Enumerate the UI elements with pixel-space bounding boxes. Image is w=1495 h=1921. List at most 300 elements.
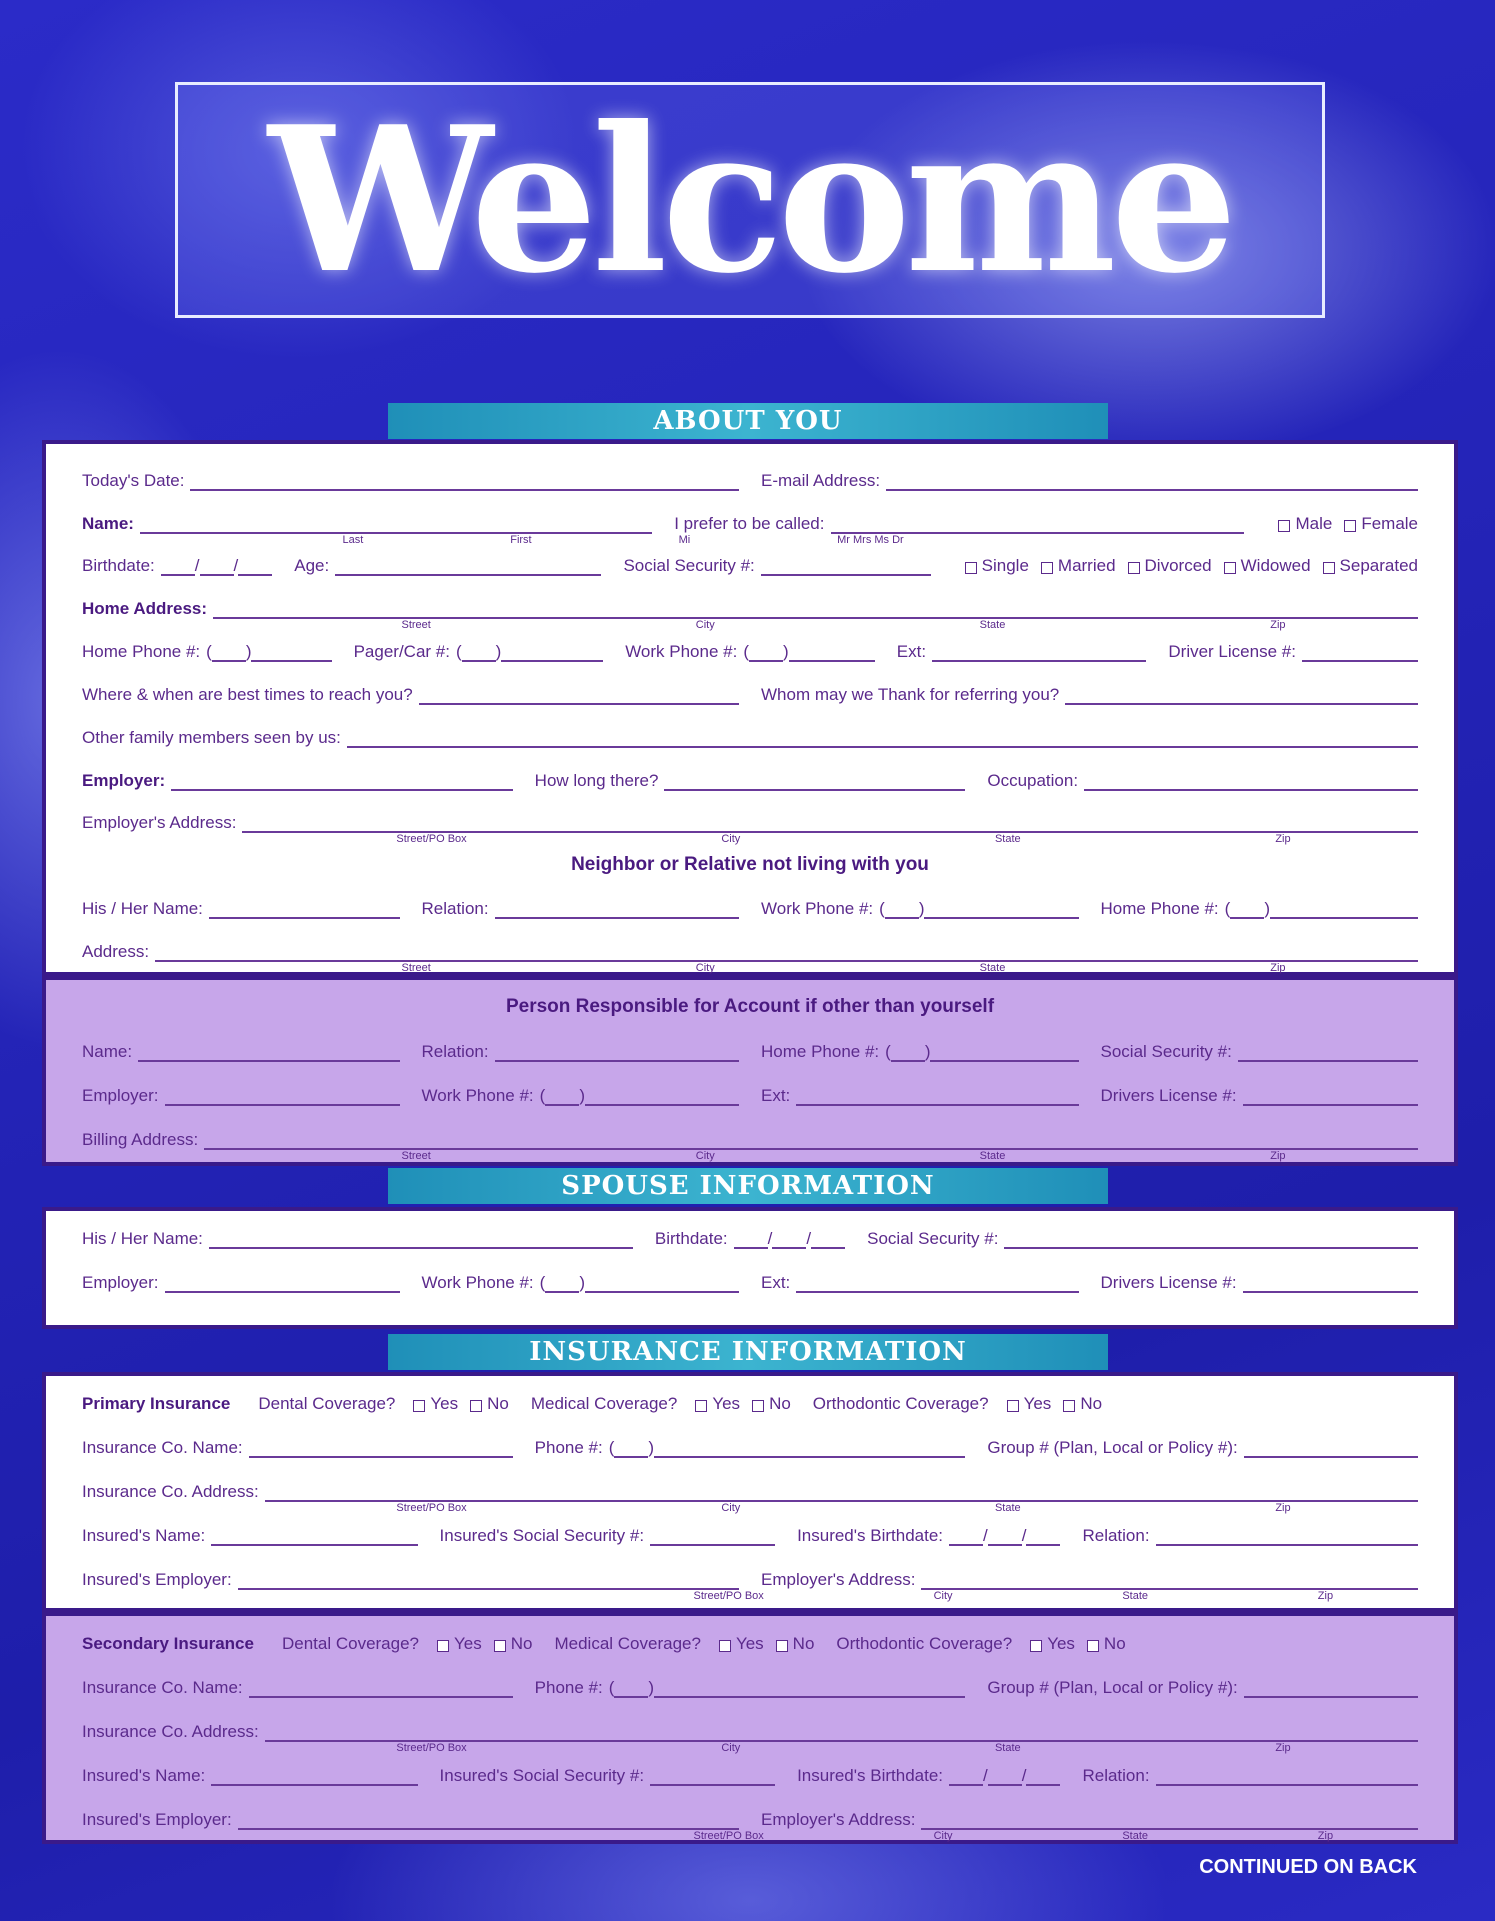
option-label-yes: Yes <box>454 1634 482 1653</box>
field-label: Whom may we Thank for referring you? <box>761 684 1060 704</box>
field-label: Employer: <box>82 1086 159 1105</box>
form-row <box>82 758 1418 801</box>
home-address-field <box>82 599 1418 619</box>
form-row <box>82 1028 1418 1072</box>
secondary-insurance-field <box>82 1634 260 1654</box>
checkbox-yes[interactable] <box>719 1640 731 1652</box>
area-code-input[interactable] <box>545 1275 579 1293</box>
field-label: Relation: <box>1082 1766 1150 1785</box>
insurance-co-address-field <box>82 1482 1418 1502</box>
field-label: I prefer to be called: <box>674 513 825 533</box>
date-slash: / <box>194 556 200 576</box>
home-phone-field <box>82 642 332 662</box>
field-label: Ext: <box>761 1273 791 1292</box>
home-address-input[interactable] <box>213 601 1418 619</box>
option-label-yes: Yes <box>1023 1394 1052 1413</box>
phone-number-input[interactable] <box>585 1275 739 1293</box>
form-row <box>82 1708 1418 1752</box>
where-when-are-best-times-to-reach-you-field <box>82 685 739 705</box>
year-input[interactable] <box>811 1231 845 1249</box>
medical-coverage-field <box>531 1394 791 1414</box>
area-code-input[interactable] <box>1230 901 1264 919</box>
field-label: Where & when are best times to reach you? <box>82 684 413 704</box>
checkbox-single[interactable] <box>965 562 977 574</box>
field-label: Other family members seen by us: <box>82 727 341 747</box>
form-row <box>82 1752 1418 1796</box>
insurance-co-address-input[interactable] <box>265 1724 1418 1742</box>
field-label: Insured's Birthdate: <box>797 1526 943 1545</box>
field-label: Dental Coverage? <box>258 1394 396 1413</box>
whom-may-we-thank-for-referring-you-field <box>761 685 1418 705</box>
relation-field <box>1082 1766 1418 1786</box>
relation-input[interactable] <box>495 901 739 919</box>
group-plan-local-or-policy-input[interactable] <box>1244 1680 1418 1698</box>
insurance-co-name-input[interactable] <box>249 1680 513 1698</box>
insured-s-employer-input[interactable] <box>238 1572 739 1590</box>
form-row <box>82 629 1418 672</box>
other-family-members-seen-by-us-input[interactable] <box>347 730 1418 748</box>
date-slash: / <box>233 556 239 576</box>
whom-may-we-thank-for-referring-you-input[interactable] <box>1065 687 1418 705</box>
option-label-yes: Yes <box>1047 1634 1075 1653</box>
relation-input[interactable] <box>1156 1768 1418 1786</box>
form-row <box>82 929 1418 972</box>
date-slash: / <box>1021 1766 1027 1785</box>
work-phone-field <box>761 899 1079 919</box>
options-field <box>1266 514 1418 534</box>
area-code-input[interactable] <box>891 1044 925 1062</box>
field-label: Group # (Plan, Local or Policy #): <box>987 1438 1238 1457</box>
section-header-insurance-information: INSURANCE INFORMATION <box>388 1334 1108 1370</box>
field-label: Relation: <box>1082 1526 1150 1545</box>
insured-s-employer-field <box>82 1810 739 1830</box>
option-label-yes: Yes <box>430 1394 459 1413</box>
field-label: Home Phone #: <box>82 642 201 662</box>
relation-field <box>422 1042 740 1062</box>
checkbox-female[interactable] <box>1344 520 1356 532</box>
field-label: Insured's Birthdate: <box>797 1766 943 1785</box>
field-label: Ext: <box>896 642 927 662</box>
insured-s-social-security-field <box>440 1766 776 1786</box>
field-label: His / Her Name: <box>82 1229 203 1248</box>
paren-open: ( <box>885 1042 891 1061</box>
field-label: Insured's Name: <box>82 1526 206 1545</box>
work-phone-field <box>422 1273 740 1293</box>
phone-number-input[interactable] <box>585 1088 739 1106</box>
field-label: Home Address: <box>82 599 208 619</box>
phone-number-input[interactable] <box>1270 901 1418 919</box>
field-label: Medical Coverage? <box>554 1634 701 1653</box>
day-input[interactable] <box>988 1768 1022 1786</box>
date-slash: / <box>767 1229 773 1248</box>
today-s-date-input[interactable] <box>190 473 739 491</box>
form-row <box>82 1512 1418 1556</box>
option-label-female: Female <box>1361 513 1419 533</box>
field-label: Phone #: <box>534 1438 603 1457</box>
employer-s-address-input[interactable] <box>242 815 1418 833</box>
field-label: Today's Date: <box>82 470 185 490</box>
paren-open: ( <box>455 642 462 662</box>
paren-close: ) <box>924 1042 931 1061</box>
driver-license-input[interactable] <box>1302 644 1418 662</box>
form-row <box>82 1116 1418 1160</box>
e-mail-address-field <box>761 471 1418 491</box>
insured-s-name-input[interactable] <box>211 1528 417 1546</box>
phone-number-input[interactable] <box>654 1680 965 1698</box>
group-plan-local-or-policy-field <box>987 1438 1418 1458</box>
form-panel <box>42 1207 1458 1329</box>
form-row <box>82 1664 1418 1708</box>
checkbox-yes[interactable] <box>1007 1400 1019 1412</box>
field-label: Pager/Car #: <box>353 642 450 662</box>
area-code-input[interactable] <box>545 1088 579 1106</box>
form-panel: Secondary Insurance Dental Coverage? Yes No Medical Coverage? Yes No Orthodontic Coverage? Yes No Insurance Co. Name: Phone #: ( ) Group # (Plan, Local or Policy #): Insurance Co. Address: Street/PO Box City State Zip Insured's Name: Insured's Social Security #: Insured's Birthdate: / / Relation: Insured's Employer: Employer's Address: Street/PO Box City State Zip <box>42 1612 1458 1844</box>
relation-input[interactable] <box>1156 1528 1418 1546</box>
insurance-co-address-input[interactable] <box>265 1484 1418 1502</box>
checkbox-divorced[interactable] <box>1128 562 1140 574</box>
form-panel: Primary Insurance Dental Coverage? Yes No Medical Coverage? Yes No Orthodontic Coverage? Yes No Insurance Co. Name: Phone #: ( ) Group # (Plan, Local or Policy #): Insurance Co. Address: Street/PO Box City State Zip Insured's Name: Insured's Social Security #: Insured's Birthdate: / / Relation: Insured's Employer: Employer's Address: Street/PO Box City State Zip <box>42 1372 1458 1612</box>
form-row <box>82 1424 1418 1468</box>
option-label-yes: Yes <box>712 1394 741 1413</box>
social-security-input[interactable] <box>1238 1044 1418 1062</box>
field-label: Insured's Employer: <box>82 1570 232 1589</box>
field-label: Drivers License #: <box>1100 1273 1237 1292</box>
month-input[interactable] <box>949 1768 983 1786</box>
field-label: Insurance Co. Name: <box>82 1438 243 1457</box>
day-input[interactable] <box>988 1528 1022 1546</box>
form-row <box>82 715 1418 758</box>
option-label-divorced: Divorced <box>1144 556 1212 576</box>
drivers-license-field <box>1101 1273 1419 1293</box>
employer-field <box>82 1273 400 1293</box>
month-input[interactable] <box>949 1528 983 1546</box>
form-row <box>82 501 1418 544</box>
field-label: Name: <box>82 513 134 533</box>
field-label: Employer: <box>82 770 166 790</box>
option-label-no: No <box>1103 1634 1126 1653</box>
paren-close: ) <box>579 1086 585 1105</box>
address-field <box>82 942 1418 962</box>
continued-on-back: CONTINUED ON BACK <box>1199 1856 1417 1878</box>
social-security-input[interactable] <box>761 558 931 576</box>
insured-s-employer-input[interactable] <box>238 1812 739 1830</box>
option-label-no: No <box>769 1394 791 1413</box>
home-phone-field <box>1101 899 1419 919</box>
medical-coverage-field <box>554 1634 814 1654</box>
option-label-no: No <box>792 1634 815 1653</box>
form-row <box>82 886 1418 929</box>
insurance-co-name-field <box>82 1678 513 1698</box>
paren-open: ( <box>879 899 885 919</box>
field-label: Orthodontic Coverage? <box>836 1634 1013 1653</box>
checkbox-yes[interactable] <box>695 1400 707 1412</box>
phone-number-input[interactable] <box>930 1044 1078 1062</box>
subsection-heading: Person Responsible for Account if other than yourself <box>505 996 995 1017</box>
drivers-license-field <box>1101 1086 1419 1106</box>
field-label: Insurance Co. Address: <box>82 1722 259 1741</box>
date-slash: / <box>806 1229 812 1248</box>
paren-close: ) <box>245 642 252 662</box>
paren-open: ( <box>1224 899 1231 919</box>
field-label: Work Phone #: <box>761 899 874 919</box>
pager-car-field <box>354 642 604 662</box>
insured-s-name-field <box>82 1526 418 1546</box>
section-header-about-you: ABOUT YOU <box>388 403 1108 439</box>
social-security-field <box>867 1229 1418 1249</box>
insured-s-social-security-input[interactable] <box>650 1768 775 1786</box>
ext-field <box>761 1273 1079 1293</box>
checkbox-no[interactable] <box>1063 1400 1075 1412</box>
field-label: Primary Insurance <box>82 1394 231 1413</box>
relation-input[interactable] <box>495 1044 739 1062</box>
insured-s-birthdate-field <box>797 1766 1060 1786</box>
checkbox-yes[interactable] <box>437 1640 449 1652</box>
area-code-input[interactable] <box>885 901 919 919</box>
birthdate-field <box>82 556 272 576</box>
field-label: Insured's Social Security #: <box>439 1526 645 1545</box>
form-row <box>82 1215 1418 1259</box>
option-label-separated: Separated <box>1339 556 1418 576</box>
field-label: His / Her Name: <box>82 899 203 919</box>
age-field <box>294 556 601 576</box>
occupation-input[interactable] <box>1084 773 1418 791</box>
field-label: Employer: <box>82 1273 159 1292</box>
paren-close: ) <box>783 642 789 662</box>
welcome-title: Welcome <box>268 82 1232 318</box>
option-label-no: No <box>510 1634 533 1653</box>
checkbox-separated[interactable] <box>1323 562 1335 574</box>
employer-s-address-input[interactable] <box>921 1572 1418 1590</box>
ext-input[interactable] <box>796 1275 1078 1293</box>
checkbox-yes[interactable] <box>413 1400 425 1412</box>
insurance-co-address-field <box>82 1722 1418 1742</box>
insured-s-social-security-field <box>440 1526 776 1546</box>
social-security-field <box>623 556 930 576</box>
paren-close: ) <box>579 1273 585 1292</box>
field-label: Insured's Name: <box>82 1766 206 1785</box>
checkbox-male[interactable] <box>1278 520 1290 532</box>
phone-number-input[interactable] <box>789 644 875 662</box>
field-label: Age: <box>294 556 330 576</box>
primary-insurance-field <box>82 1394 236 1414</box>
year-input[interactable] <box>1026 1768 1060 1786</box>
checkbox-no[interactable] <box>752 1400 764 1412</box>
relation-field <box>1082 1526 1418 1546</box>
employer-field <box>82 771 513 791</box>
field-label: Birthdate: <box>82 556 155 576</box>
form-row <box>82 458 1418 501</box>
form-panel: Person Responsible for Account if other than yourself Name: Relation: Home Phone #: ( ) Social Security #: Employer: Work Phone #: ( ) Ext: Drivers License #: Billing Address: Street City State Zip <box>42 976 1458 1166</box>
employer-input[interactable] <box>171 773 513 791</box>
insurance-co-name-input[interactable] <box>249 1440 513 1458</box>
form-panel: Today's Date: E-mail Address: Name: I prefer to be called: Male Female Last First Mi Mr Mrs Ms Dr Birthdate: / / Age: Social Security #: Single Married Divorced Widowed Separated Home Address: Street City State Zip Home Phone #: ( ) Pager/Car #: ( ) Work Phone #: ( ) Ext: Driver License #: Where & when are best times to reach you? Whom may we Thank for referring you? Other family members seen by us: Employer: How long there? Occupation: Employer's Address: Street/PO Box City State Zip Neighbor or Relative not living with you His / Her Name: Relation: Work Phone #: ( ) Home Phone #: ( ) Address: Street City State Zip <box>42 440 1458 976</box>
his-her-name-field <box>82 1229 633 1249</box>
field-label: Insured's Employer: <box>82 1810 232 1829</box>
field-label: Social Security #: <box>867 1229 999 1248</box>
form-row <box>82 1620 1418 1664</box>
orthodontic-coverage-field <box>813 1394 1102 1414</box>
field-label: Billing Address: <box>82 1130 199 1149</box>
paren-close: ) <box>918 899 925 919</box>
ext-field <box>897 642 1147 662</box>
work-phone-field <box>625 642 875 662</box>
form-row <box>82 586 1418 629</box>
employer-field <box>82 1086 400 1106</box>
month-input[interactable] <box>734 1231 768 1249</box>
social-security-field <box>1101 1042 1419 1062</box>
phone-number-input[interactable] <box>251 644 331 662</box>
field-label: Orthodontic Coverage? <box>812 1394 989 1413</box>
checkbox-no[interactable] <box>470 1400 482 1412</box>
drivers-license-input[interactable] <box>1243 1275 1418 1293</box>
phone-number-input[interactable] <box>501 644 603 662</box>
checkbox-widowed[interactable] <box>1224 562 1236 574</box>
paren-close: ) <box>495 642 502 662</box>
paren-close: ) <box>648 1678 655 1697</box>
paren-close: ) <box>1264 899 1270 919</box>
driver-license-field <box>1168 642 1418 662</box>
today-s-date-field <box>82 471 739 491</box>
drivers-license-input[interactable] <box>1243 1088 1418 1106</box>
insurance-co-name-field <box>82 1438 513 1458</box>
insured-s-employer-field <box>82 1570 739 1590</box>
phone-number-input[interactable] <box>924 901 1078 919</box>
field-label: Drivers License #: <box>1100 1086 1237 1105</box>
his-her-name-input[interactable] <box>209 901 400 919</box>
other-family-members-seen-by-us-field <box>82 728 1418 748</box>
year-input[interactable] <box>1026 1528 1060 1546</box>
form-row <box>82 1259 1418 1303</box>
form-row <box>82 801 1418 844</box>
field-label: Address: <box>82 941 150 961</box>
home-phone-field <box>761 1042 1079 1062</box>
name-input[interactable] <box>140 516 652 534</box>
option-label-male: Male <box>1295 513 1333 533</box>
checkbox-no[interactable] <box>776 1640 788 1652</box>
paren-close: ) <box>648 1438 655 1457</box>
name-field <box>82 1042 400 1062</box>
form-row <box>82 672 1418 715</box>
how-long-there-field <box>535 771 966 791</box>
ext-input[interactable] <box>796 1088 1078 1106</box>
employer-input[interactable] <box>165 1275 400 1293</box>
field-label: Social Security #: <box>1100 1042 1232 1061</box>
checkbox-yes[interactable] <box>1030 1640 1042 1652</box>
area-code-input[interactable] <box>614 1440 648 1458</box>
area-code-input[interactable] <box>749 644 783 662</box>
option-label-yes: Yes <box>735 1634 764 1653</box>
field-label: Secondary Insurance <box>82 1634 254 1653</box>
field-label: Insured's Social Security #: <box>439 1766 645 1785</box>
dental-coverage-field <box>282 1634 533 1654</box>
day-input[interactable] <box>772 1231 806 1249</box>
area-code-input[interactable] <box>462 644 496 662</box>
date-slash: / <box>1021 1526 1027 1545</box>
work-phone-field <box>422 1086 740 1106</box>
orthodontic-coverage-field <box>836 1634 1125 1654</box>
billing-address-input[interactable] <box>204 1132 1418 1150</box>
field-label: Social Security #: <box>623 556 755 576</box>
form-row <box>82 1072 1418 1116</box>
birthdate-field <box>655 1229 845 1249</box>
checkbox-no[interactable] <box>494 1640 506 1652</box>
welcome-banner <box>175 82 1325 318</box>
name-input[interactable] <box>138 1044 399 1062</box>
section-header-spouse-information: SPOUSE INFORMATION <box>388 1168 1108 1204</box>
social-security-input[interactable] <box>1004 1231 1418 1249</box>
ext-input[interactable] <box>932 644 1146 662</box>
field-label: Employer's Address: <box>82 813 237 833</box>
field-label: Dental Coverage? <box>281 1634 419 1653</box>
field-label: Birthdate: <box>654 1229 728 1248</box>
employer-s-address-input[interactable] <box>921 1812 1418 1830</box>
group-plan-local-or-policy-field <box>987 1678 1418 1698</box>
ext-field <box>761 1086 1079 1106</box>
employer-input[interactable] <box>165 1088 400 1106</box>
i-prefer-to-be-called-field <box>674 514 1244 534</box>
year-input[interactable] <box>238 558 272 576</box>
checkbox-married[interactable] <box>1041 562 1053 574</box>
field-label: Home Phone #: <box>1100 899 1219 919</box>
month-input[interactable] <box>161 558 195 576</box>
option-label-no: No <box>1080 1394 1103 1413</box>
date-slash: / <box>983 1526 988 1545</box>
his-her-name-input[interactable] <box>209 1231 633 1249</box>
i-prefer-to-be-called-input[interactable] <box>831 516 1245 534</box>
area-code-input[interactable] <box>614 1680 648 1698</box>
billing-address-field <box>82 1130 1418 1150</box>
option-label-married: Married <box>1057 556 1116 576</box>
group-plan-local-or-policy-input[interactable] <box>1244 1440 1418 1458</box>
phone-number-input[interactable] <box>654 1440 965 1458</box>
field-label: E-mail Address: <box>761 470 881 490</box>
field-label: Insurance Co. Address: <box>82 1482 259 1501</box>
name-field <box>82 514 652 534</box>
insured-s-social-security-input[interactable] <box>650 1528 775 1546</box>
age-input[interactable] <box>335 558 601 576</box>
field-label: Relation: <box>421 1042 489 1061</box>
day-input[interactable] <box>200 558 234 576</box>
e-mail-address-input[interactable] <box>886 473 1418 491</box>
field-label: Work Phone #: <box>421 1273 534 1292</box>
phone-field <box>535 1678 966 1698</box>
field-label: Work Phone #: <box>625 642 738 662</box>
field-label: Employer's Address: <box>761 1570 916 1589</box>
relation-field <box>422 899 740 919</box>
address-input[interactable] <box>155 944 1418 962</box>
form-row <box>82 1380 1418 1424</box>
option-label-no: No <box>487 1394 509 1413</box>
paren-open: ( <box>206 642 212 662</box>
field-label: Medical Coverage? <box>530 1394 678 1413</box>
where-when-are-best-times-to-reach-you-input[interactable] <box>419 687 739 705</box>
checkbox-no[interactable] <box>1087 1640 1099 1652</box>
area-code-input[interactable] <box>212 644 246 662</box>
insured-s-birthdate-field <box>797 1526 1060 1546</box>
field-label: Occupation: <box>987 770 1079 790</box>
employer-s-address-field <box>82 813 1418 833</box>
form-row <box>82 544 1418 587</box>
insured-s-name-input[interactable] <box>211 1768 417 1786</box>
date-slash: / <box>983 1766 988 1785</box>
how-long-there-input[interactable] <box>664 773 965 791</box>
field-label: Relation: <box>421 899 489 919</box>
field-label: Phone #: <box>534 1678 603 1697</box>
field-label: Driver License #: <box>1168 642 1296 662</box>
paren-open: ( <box>608 1678 615 1697</box>
field-label: Group # (Plan, Local or Policy #): <box>987 1678 1238 1697</box>
paren-open: ( <box>608 1438 615 1457</box>
